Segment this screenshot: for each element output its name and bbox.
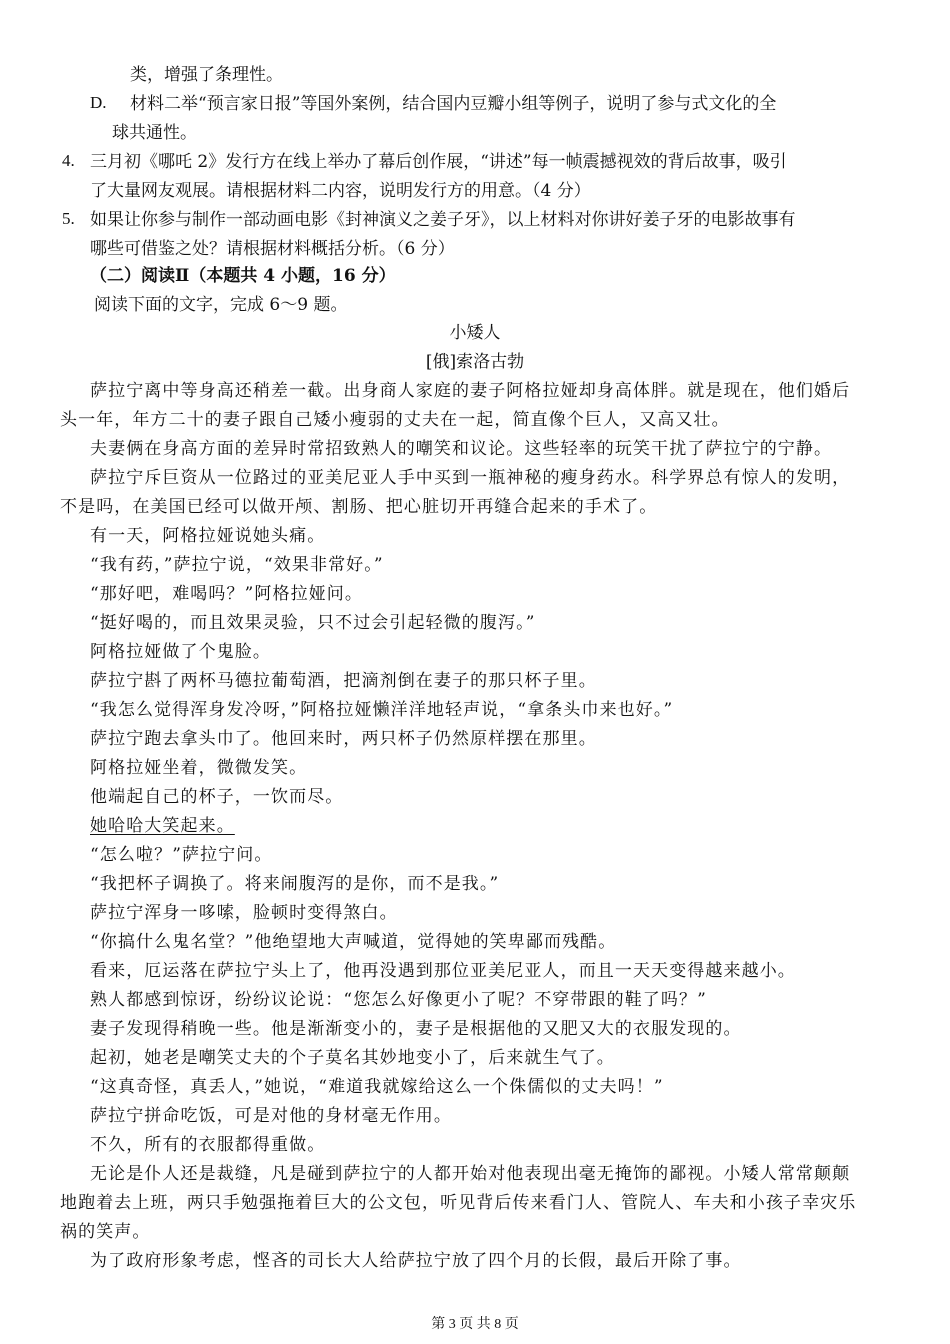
question-4-line2: 了大量网友观展。请根据材料二内容，说明发行方的用意。（4 分） <box>90 181 591 201</box>
story-line: “这真奇怪，真丢人，”她说，“难道我就嫁给这么一个侏儒似的丈夫吗！” <box>90 1077 664 1097</box>
option-c-continuation: 类，增强了条理性。 <box>130 65 283 85</box>
story-line: 萨拉宁斥巨资从一位路过的亚美尼亚人手中买到一瓶神秘的瘦身药水。科学界总有惊人的发明， <box>90 468 851 488</box>
story-line: 萨拉宁拼命吃饭，可是对他的身材毫无作用。 <box>90 1106 452 1126</box>
story-line: 无论是仆人还是裁缝，凡是碰到萨拉宁的人都开始对他表现出毫无掩饰的鄙视。小矮人常常颠颠 <box>90 1164 851 1184</box>
story-line: 阿格拉娅坐着，微微发笑。 <box>90 758 308 778</box>
story-title: 小矮人 <box>449 323 501 343</box>
option-d-text-line2: 球共通性。 <box>112 123 197 143</box>
story-line: 熟人都感到惊讶，纷纷议论说：“您怎么好像更小了呢？不穿带跟的鞋了吗？” <box>90 990 707 1010</box>
story-line: 不是吗，在美国已经可以做开颅、割肠、把心脏切开再缝合起来的手术了。 <box>60 497 658 517</box>
story-line: “我有药，”萨拉宁说，“效果非常好。” <box>90 555 384 575</box>
story-line: “你搞什么鬼名堂？”他绝望地大声喊道，觉得她的笑卑鄙而残酷。 <box>90 932 617 952</box>
story-line: “那好吧，难喝吗？”阿格拉娅问。 <box>90 584 363 604</box>
section-heading: （二）阅读Ⅱ（本题共 4 小题，16 分） <box>90 266 396 286</box>
story-line: “怎么啦？”萨拉宁问。 <box>90 845 273 865</box>
option-d-marker: D. <box>90 93 107 112</box>
story-line: 夫妻俩在身高方面的差异时常招致熟人的嘲笑和议论。这些轻率的玩笑干扰了萨拉宁的宁静。 <box>90 439 833 459</box>
question-4-number: 4. <box>62 151 75 170</box>
question-5-line1: 如果让你参与制作一部动画电影《封神演义之姜子牙》，以上材料对你讲好姜子牙的电影故事有 <box>90 210 796 230</box>
story-author: [俄]索洛古勃 <box>425 352 525 372</box>
story-line: 看来，厄运落在萨拉宁头上了，他再没遇到那位亚美尼亚人，而且一天天变得越来越小。 <box>90 961 796 981</box>
question-5-line2: 哪些可借鉴之处？请根据材料概括分析。（6 分） <box>90 239 455 259</box>
page-footer: 第 3 页 共 8 页 <box>431 1317 519 1332</box>
option-d-text-line1: 材料二举“预言家日报”等国外案例，结合国内豆瓣小组等例子，说明了参与式文化的全 <box>130 94 777 114</box>
story-line: 萨拉宁斟了两杯马德拉葡萄酒，把滴剂倒在妻子的那只杯子里。 <box>90 671 597 691</box>
section-instruction: 阅读下面的文字，完成 6～9 题。 <box>94 295 348 315</box>
story-line: 有一天，阿格拉娅说她头痛。 <box>90 526 326 546</box>
story-line: 祸的笑声。 <box>60 1222 151 1242</box>
story-line-underlined: 她哈哈大笑起来。 <box>90 816 235 836</box>
story-line: 萨拉宁跑去拿头巾了。他回来时，两只杯子仍然原样摆在那里。 <box>90 729 597 749</box>
story-line: 萨拉宁离中等身高还稍差一截。出身商人家庭的妻子阿格拉娅却身高体胖。就是现在，他们婚后 <box>90 381 851 401</box>
story-line: 地跑着去上班，两只手勉强拖着巨大的公文包，听见背后传来看门人、管院人、车夫和小孩子幸灾乐 <box>60 1193 857 1213</box>
question-4-line1: 三月初《哪吒 2》发行方在线上举办了幕后创作展，“讲述”每一帧震撼视效的背后故事，吸引 <box>90 152 787 172</box>
story-line: 他端起自己的杯子，一饮而尽。 <box>90 787 344 807</box>
story-line: 萨拉宁浑身一哆嗦，脸顿时变得煞白。 <box>90 903 398 923</box>
story-line: “我怎么觉得浑身发冷呀，”阿格拉娅懒洋洋地轻声说，“拿条头巾来也好。” <box>90 700 674 720</box>
story-line: “挺好喝的，而且效果灵验，只不过会引起轻微的腹泻。” <box>90 613 536 633</box>
story-line: 阿格拉娅做了个鬼脸。 <box>90 642 271 662</box>
story-line: 起初，她老是嘲笑丈夫的个子莫名其妙地变小了，后来就生气了。 <box>90 1048 615 1068</box>
story-line: “我把杯子调换了。将来闹腹泻的是你，而不是我。” <box>90 874 500 894</box>
story-line: 不久，所有的衣服都得重做。 <box>90 1135 326 1155</box>
story-line: 妻子发现得稍晚一些。他是渐渐变小的，妻子是根据他的又肥又大的衣服发现的。 <box>90 1019 742 1039</box>
question-5-number: 5. <box>62 209 75 228</box>
story-line: 头一年，年方二十的妻子跟自己矮小瘦弱的丈夫在一起，简直像个巨人，又高又壮。 <box>60 410 730 430</box>
story-line: 为了政府形象考虑，悭吝的司长大人给萨拉宁放了四个月的长假，最后开除了事。 <box>90 1251 742 1271</box>
